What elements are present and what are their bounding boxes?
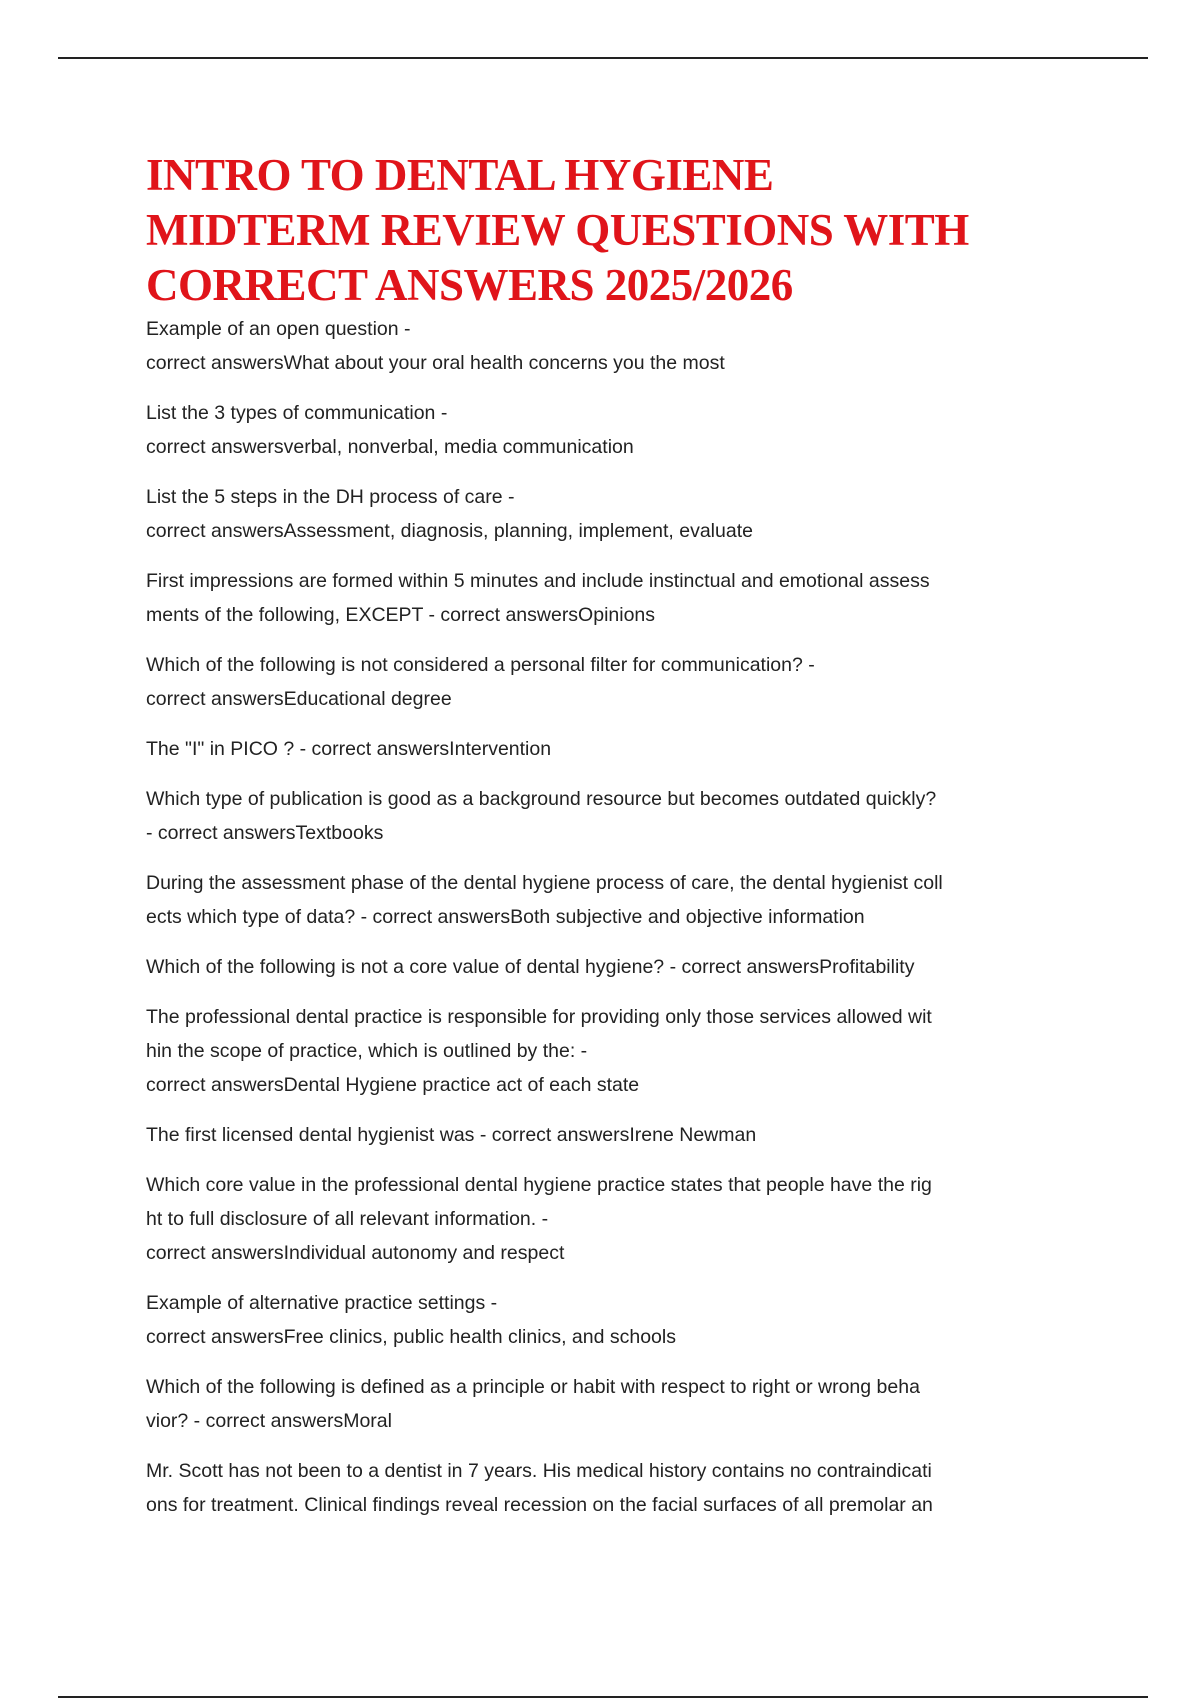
text-line: The professional dental practice is responsible for providing only those services allowed wit (146, 1006, 932, 1028)
text-line: correct answersAssessment, diagnosis, planning, implement, evaluate (146, 520, 753, 542)
text-line: correct answersIndividual autonomy and respect (146, 1242, 565, 1264)
document-title (146, 148, 969, 313)
text-line: correct answersWhat about your oral health concerns you the most (146, 352, 725, 374)
question-item (146, 950, 1066, 984)
question-item (146, 480, 1066, 548)
text-line: correct answersverbal, nonverbal, media communication (146, 436, 634, 458)
question-item (146, 1454, 1066, 1522)
text-line: Mr. Scott has not been to a dentist in 7 years. His medical history contains no contraindicati (146, 1460, 932, 1482)
text-line: During the assessment phase of the dental hygiene process of care, the dental hygienist coll (146, 872, 943, 894)
text-line: Example of alternative practice settings - (146, 1292, 498, 1314)
title-line: INTRO TO DENTAL HYGIENE (146, 150, 774, 200)
text-line: List the 3 types of communication - (146, 402, 448, 424)
text-line: ht to full disclosure of all relevant information. - (146, 1208, 549, 1230)
question-item (146, 1286, 1066, 1354)
text-line: correct answersFree clinics, public health clinics, and schools (146, 1326, 676, 1348)
title-line: CORRECT ANSWERS 2025/2026 (146, 260, 793, 310)
question-item (146, 396, 1066, 464)
text-line: ments of the following, EXCEPT - correct answersOpinions (146, 604, 656, 626)
question-item (146, 1000, 1066, 1102)
text-line: The first licensed dental hygienist was - correct answersIrene Newman (146, 1124, 757, 1146)
question-item (146, 1168, 1066, 1270)
question-item (146, 1118, 1066, 1152)
text-line: Which of the following is not considered a personal filter for communication? - (146, 654, 815, 676)
text-line: correct answersDental Hygiene practice act of each state (146, 1074, 640, 1096)
text-line: vior? - correct answersMoral (146, 1410, 392, 1432)
text-line: Which of the following is defined as a principle or habit with respect to right or wrong beha (146, 1376, 920, 1398)
question-list (146, 312, 1066, 1538)
text-line: - correct answersTextbooks (146, 822, 384, 844)
question-item (146, 312, 1066, 380)
top-rule (58, 57, 1148, 59)
question-item (146, 648, 1066, 716)
question-item (146, 732, 1066, 766)
title-line: MIDTERM REVIEW QUESTIONS WITH (146, 205, 969, 255)
text-line: Example of an open question - (146, 318, 411, 340)
text-line: Which core value in the professional dental hygiene practice states that people have the rig (146, 1174, 932, 1196)
text-line: List the 5 steps in the DH process of care - (146, 486, 515, 508)
text-line: ons for treatment. Clinical findings reveal recession on the facial surfaces of all premolar an (146, 1494, 933, 1516)
question-item (146, 782, 1066, 850)
text-line: The "I" in PICO ? - correct answersIntervention (146, 738, 552, 760)
question-item (146, 564, 1066, 632)
text-line: ects which type of data? - correct answersBoth subjective and objective information (146, 906, 865, 928)
text-line: First impressions are formed within 5 minutes and include instinctual and emotional assess (146, 570, 930, 592)
text-line: correct answersEducational degree (146, 688, 452, 710)
question-item (146, 1370, 1066, 1438)
bottom-rule (58, 1696, 1148, 1698)
question-item (146, 866, 1066, 934)
text-line: hin the scope of practice, which is outlined by the: - (146, 1040, 588, 1062)
text-line: Which type of publication is good as a background resource but becomes outdated quickly? (146, 788, 937, 810)
text-line: Which of the following is not a core value of dental hygiene? - correct answersProfitability (146, 956, 915, 978)
